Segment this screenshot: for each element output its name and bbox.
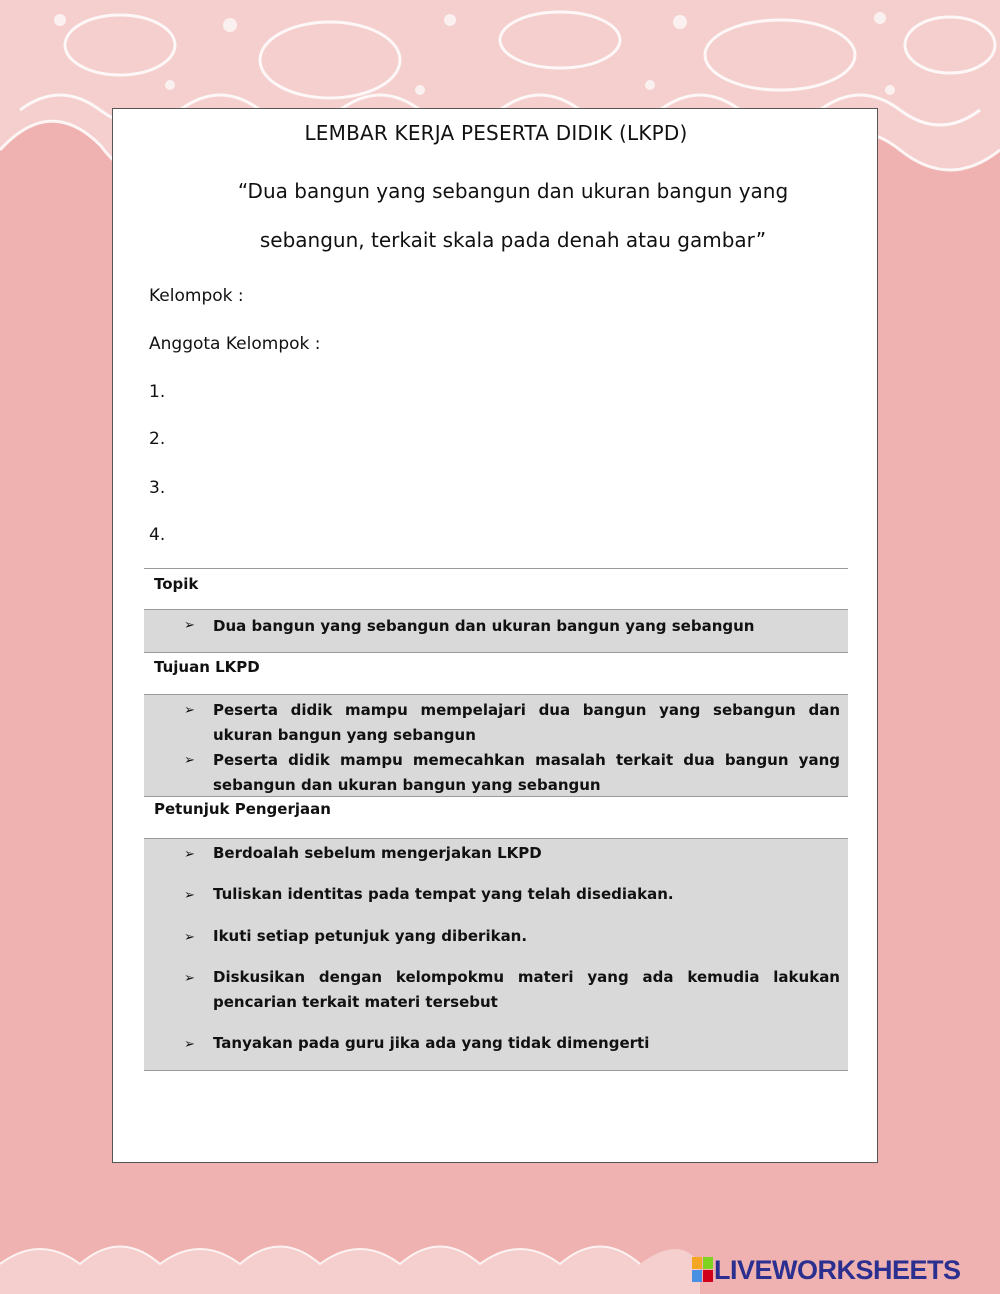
subtitle-line-2: sebangun, terkait skala pada denah atau gambar” <box>259 228 767 252</box>
bullet-arrow-icon: ➢ <box>184 703 195 718</box>
worksheet-page <box>112 108 878 1163</box>
list-item: Peserta didik mampu memecahkan masalah terkait dua bangun yang sebangun dan ukuran bangun yang sebangun <box>213 751 840 794</box>
anggota-label: Anggota Kelompok : <box>149 334 321 354</box>
list-item: Peserta didik mampu mempelajari dua bangun yang sebangun dan ukuran bangun yang sebangun <box>213 701 840 744</box>
section-body-petunjuk <box>144 839 848 1071</box>
bullet-arrow-icon: ➢ <box>184 930 195 945</box>
member-2: 2. <box>149 429 166 449</box>
member-4: 4. <box>149 525 166 545</box>
list-item: Berdoalah sebelum mengerjakan LKPD <box>213 844 542 862</box>
section-body-tujuan <box>144 695 848 797</box>
page-title: LEMBAR KERJA PESERTA DIDIK (LKPD) <box>304 121 688 145</box>
subtitle-line-1: “Dua bangun yang sebangun dan ukuran bangun yang <box>237 179 789 203</box>
member-3: 3. <box>149 478 166 498</box>
section-header-topik: Topik <box>144 568 848 610</box>
list-item: Tuliskan identitas pada tempat yang telah disediakan. <box>213 885 674 903</box>
bullet-arrow-icon: ➢ <box>184 847 195 862</box>
kelompok-label: Kelompok : <box>149 286 244 306</box>
bullet-arrow-icon: ➢ <box>184 888 195 903</box>
page-subtitle <box>203 167 823 265</box>
list-item: Tanyakan pada guru jika ada yang tidak dimengerti <box>213 1034 650 1052</box>
brand-name: LIVEWORKSHEETS <box>714 1254 961 1285</box>
list-item: Dua bangun yang sebangun dan ukuran bangun yang sebangun <box>213 617 755 635</box>
section-header-petunjuk: Petunjuk Pengerjaan <box>144 797 848 839</box>
section-body-topik <box>144 610 848 653</box>
live-blocks-icon <box>692 1257 714 1283</box>
section-header-tujuan: Tujuan LKPD <box>144 653 848 695</box>
bullet-arrow-icon: ➢ <box>184 618 195 633</box>
bullet-arrow-icon: ➢ <box>184 1037 195 1052</box>
member-1: 1. <box>149 382 166 402</box>
list-item: Diskusikan dengan kelompokmu materi yang ada kemudia lakukan pencarian terkait materi tersebut <box>213 968 840 1011</box>
bullet-arrow-icon: ➢ <box>184 971 195 986</box>
list-item: Ikuti setiap petunjuk yang diberikan. <box>213 927 528 945</box>
bullet-arrow-icon: ➢ <box>184 753 195 768</box>
liveworksheets-logo[interactable] <box>692 1255 961 1285</box>
